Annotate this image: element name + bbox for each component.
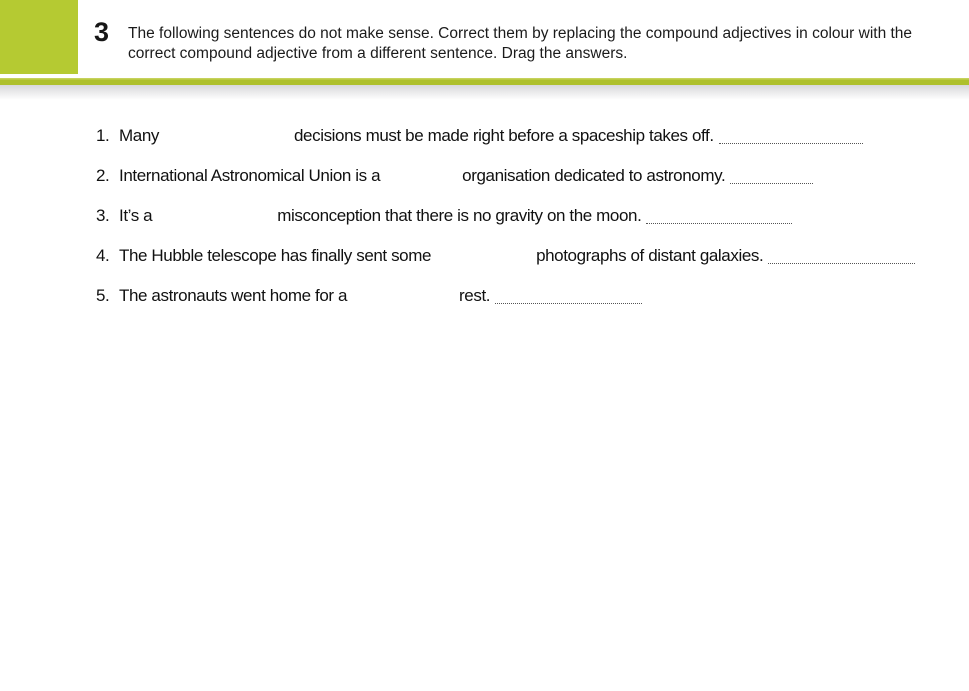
missing-word-gap[interactable] bbox=[347, 300, 459, 301]
answer-dropzone[interactable] bbox=[495, 290, 642, 304]
sentence-row-4 bbox=[96, 246, 956, 286]
exercise-number: 3 bbox=[94, 17, 109, 47]
divider-shadow bbox=[0, 85, 969, 100]
missing-word-gap[interactable] bbox=[431, 260, 536, 261]
exercise-instructions: The following sentences do not make sense. Correct them by replacing the compound adjectives in colour with the correct compound adjective from a different sentence. Drag the answers. bbox=[128, 25, 913, 62]
accent-square bbox=[0, 0, 78, 74]
sentence-number: 3. bbox=[96, 206, 110, 225]
sentence-text-after: misconception that there is no gravity on the moon. bbox=[277, 206, 642, 225]
sentence-number: 1. bbox=[96, 126, 110, 145]
answer-dropzone[interactable] bbox=[719, 130, 863, 144]
sentence-text-before: International Astronomical Union is a bbox=[119, 166, 381, 185]
missing-word-gap[interactable] bbox=[159, 140, 294, 141]
sentence-text-before: The astronauts went home for a bbox=[119, 286, 348, 305]
sentence-row-1 bbox=[96, 126, 956, 166]
sentence-text-after: decisions must be made right before a spaceship takes off. bbox=[293, 126, 714, 145]
answer-dropzone[interactable] bbox=[730, 170, 813, 184]
sentence-row-5 bbox=[96, 286, 956, 326]
sentence-row-3 bbox=[96, 206, 956, 246]
sentence-number: 4. bbox=[96, 246, 110, 265]
missing-word-gap[interactable] bbox=[152, 220, 277, 221]
sentence-number: 5. bbox=[96, 286, 110, 305]
sentence-text-after: rest. bbox=[459, 286, 491, 305]
sentence-text-before: It’s a bbox=[119, 206, 153, 225]
sentence-text-after: organisation dedicated to astronomy. bbox=[462, 166, 726, 185]
answer-dropzone[interactable] bbox=[768, 250, 915, 264]
sentence-list bbox=[96, 126, 956, 326]
sentence-text-before: Many bbox=[119, 126, 159, 145]
sentence-number: 2. bbox=[96, 166, 110, 185]
sentence-row-2 bbox=[96, 166, 956, 206]
divider-bar bbox=[0, 78, 969, 85]
sentence-text-before: The Hubble telescope has finally sent some bbox=[119, 246, 432, 265]
missing-word-gap[interactable] bbox=[380, 180, 462, 181]
sentence-text-after: photographs of distant galaxies. bbox=[536, 246, 764, 265]
answer-dropzone[interactable] bbox=[646, 210, 792, 224]
